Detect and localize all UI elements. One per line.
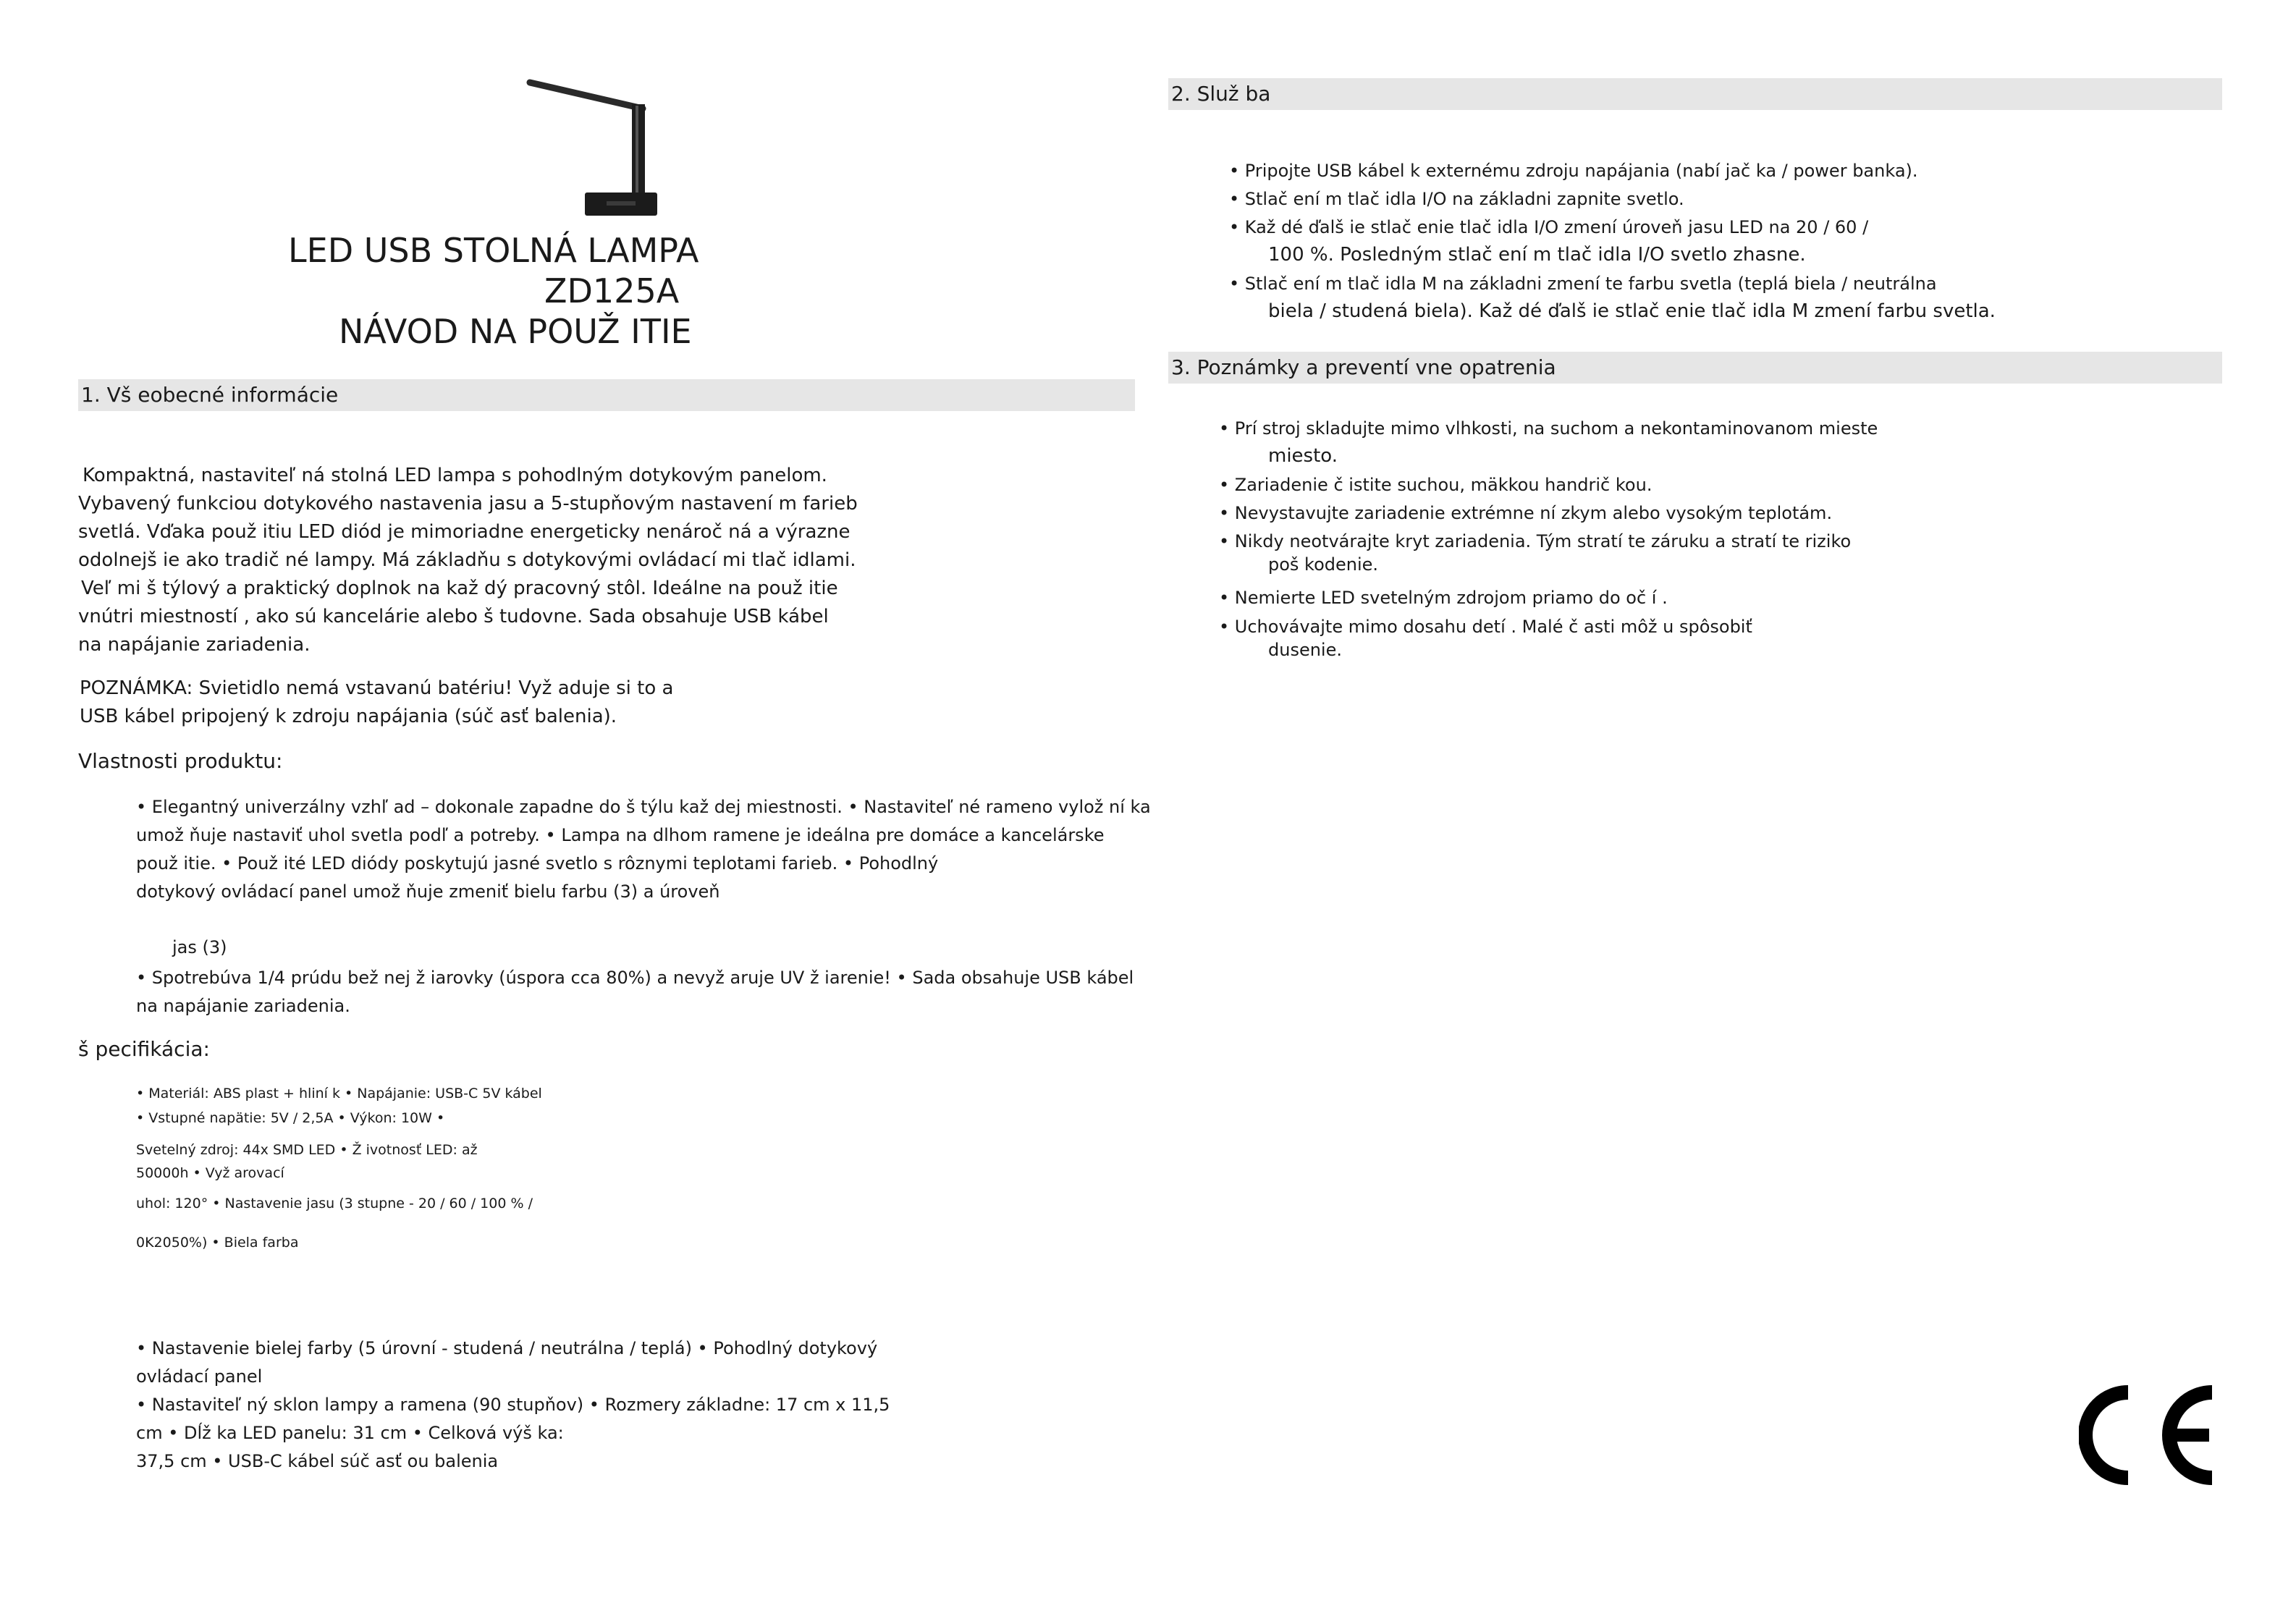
- ce-mark-icon: [2079, 1382, 2221, 1488]
- feature-line: na napájanie zariadenia.: [136, 996, 350, 1016]
- section-1-header: [78, 379, 1135, 411]
- note-line: USB kábel pripojený k zdroju napájania (súč asť balenia).: [80, 706, 617, 727]
- spec-line: ovládací panel: [136, 1366, 263, 1387]
- spec-heading: š pecifikácia:: [78, 1037, 210, 1061]
- spec-line: • Materiál: ABS plast + hliní k • Napájanie: USB-C 5V kábel: [136, 1086, 542, 1101]
- section-2-heading: 2. Služ ba: [1171, 82, 1271, 106]
- intro-line: vnútri miestností , ako sú kancelárie alebo š tudovne. Sada obsahuje USB kábel: [78, 606, 829, 627]
- caution-line: • Nemierte LED svetelným zdrojom priamo do oč í .: [1219, 588, 1668, 608]
- service-line: biela / studená biela). Kaž dé ďalš ie stlač enie tlač idla M zmení farbu svetla.: [1268, 300, 1996, 322]
- caution-line: • Nikdy neotvárajte kryt zariadenia. Tým stratí te záruku a stratí te riziko: [1219, 531, 1852, 551]
- caution-line: • Zariadenie č istite suchou, mäkkou handrič kou.: [1219, 475, 1653, 495]
- intro-line: Veľ mi š týlový a praktický doplnok na kaž dý pracovný stôl. Ideálne na použ itie: [81, 578, 838, 599]
- feature-line: dotykový ovládací panel umož ňuje zmeniť bielu farbu (3) a úroveň: [136, 881, 720, 902]
- section-1-heading: 1. Vš eobecné informácie: [81, 383, 339, 407]
- caution-line: poš kodenie.: [1268, 554, 1379, 575]
- service-line: • Stlač ení m tlač idla M na základni zmení te farbu svetla (teplá biela / neutrálna: [1229, 274, 1937, 294]
- feature-line: použ itie. • Použ ité LED diódy poskytujú jasné svetlo s rôznymi teplotami farieb. • Pohodlný: [136, 853, 939, 874]
- feature-jas: jas (3): [172, 937, 227, 957]
- caution-line: • Prí stroj skladujte mimo vlhkosti, na suchom a nekontaminovanom mieste: [1219, 418, 1878, 439]
- feature-line: • Spotrebúva 1/4 prúdu bež nej ž iarovky (úspora cca 80%) a nevyž aruje UV ž iarenie! • Sada obsahuje USB kábel: [136, 968, 1134, 988]
- caution-line: dusenie.: [1268, 640, 1342, 660]
- intro-line: Vybavený funkciou dotykového nastavenia jasu a 5-stupňovým nastavení m farieb: [78, 493, 858, 515]
- note-line: POZNÁMKA: Svietidlo nemá vstavanú batériu! Vyž aduje si to a: [80, 677, 674, 699]
- spec-line: 37,5 cm • USB-C kábel súč asť ou balenia: [136, 1451, 499, 1471]
- section-3-header: [1168, 352, 2222, 384]
- spec-line: uhol: 120° • Nastavenie jasu (3 stupne - 20 / 60 / 100 % /: [136, 1196, 533, 1211]
- intro-line: odolnejš ie ako tradič né lampy. Má základňu s dotykovými ovládací mi tlač idlami.: [78, 549, 856, 571]
- spec-line: cm • Dĺž ka LED panelu: 31 cm • Celková výš ka:: [136, 1423, 564, 1443]
- intro-line: svetlá. Vďaka použ itiu LED diód je mimoriadne energeticky nenároč ná a výrazne: [78, 521, 851, 543]
- title-line-3: NÁVOD NA POUŽ ITIE: [339, 312, 692, 351]
- caution-line: • Nevystavujte zariadenie extrémne ní zkym alebo vysokým teplotám.: [1219, 503, 1833, 523]
- title-line-2: ZD125A: [544, 271, 680, 310]
- caution-line: miesto.: [1268, 445, 1338, 467]
- service-line: • Stlač ení m tlač idla I/O na základni zapnite svetlo.: [1229, 189, 1684, 209]
- title-line-1: LED USB STOLNÁ LAMPA: [288, 231, 699, 270]
- service-line: 100 %. Posledným stlač ení m tlač idla I/O svetlo zhasne.: [1268, 244, 1806, 266]
- section-2-header: [1168, 78, 2222, 110]
- spec-line: • Nastaviteľ ný sklon lampy a ramena (90 stupňov) • Rozmery základne: 17 cm x 11,5: [136, 1395, 890, 1415]
- feature-line: • Elegantný univerzálny vzhľ ad – dokonale zapadne do š týlu kaž dej miestnosti. • Nastaviteľ né rameno vylož ní ka: [136, 797, 1151, 817]
- lamp-illustration: [521, 78, 666, 223]
- service-line: • Kaž dé ďalš ie stlač enie tlač idla I/O zmení úroveň jasu LED na 20 / 60 /: [1229, 217, 1869, 237]
- feature-line: umož ňuje nastaviť uhol svetla podľ a potreby. • Lampa na dlhom ramene je ideálna pre domáce a kancelárske: [136, 825, 1105, 845]
- section-3-heading: 3. Poznámky a preventí vne opatrenia: [1171, 355, 1556, 379]
- spec-line: • Nastavenie bielej farby (5 úrovní - studená / neutrálna / teplá) • Pohodlný dotykový: [136, 1338, 878, 1358]
- service-line: • Pripojte USB kábel k externému zdroju napájania (nabí jač ka / power banka).: [1229, 161, 1918, 181]
- caution-line: • Uchovávajte mimo dosahu detí . Malé č asti môž u spôsobiť: [1219, 617, 1752, 637]
- intro-line: Kompaktná, nastaviteľ ná stolná LED lampa s pohodlným dotykovým panelom.: [83, 465, 827, 486]
- spec-line: 0K2050%) • Biela farba: [136, 1235, 299, 1251]
- features-heading: Vlastnosti produktu:: [78, 749, 283, 773]
- intro-line: na napájanie zariadenia.: [78, 634, 311, 656]
- spec-line: • Vstupné napätie: 5V / 2,5A • Výkon: 10W •: [136, 1110, 445, 1126]
- spec-line: Svetelný zdroj: 44x SMD LED • Ž ivotnosť LED: až: [136, 1142, 478, 1158]
- spec-line: 50000h • Vyž arovací: [136, 1165, 284, 1181]
